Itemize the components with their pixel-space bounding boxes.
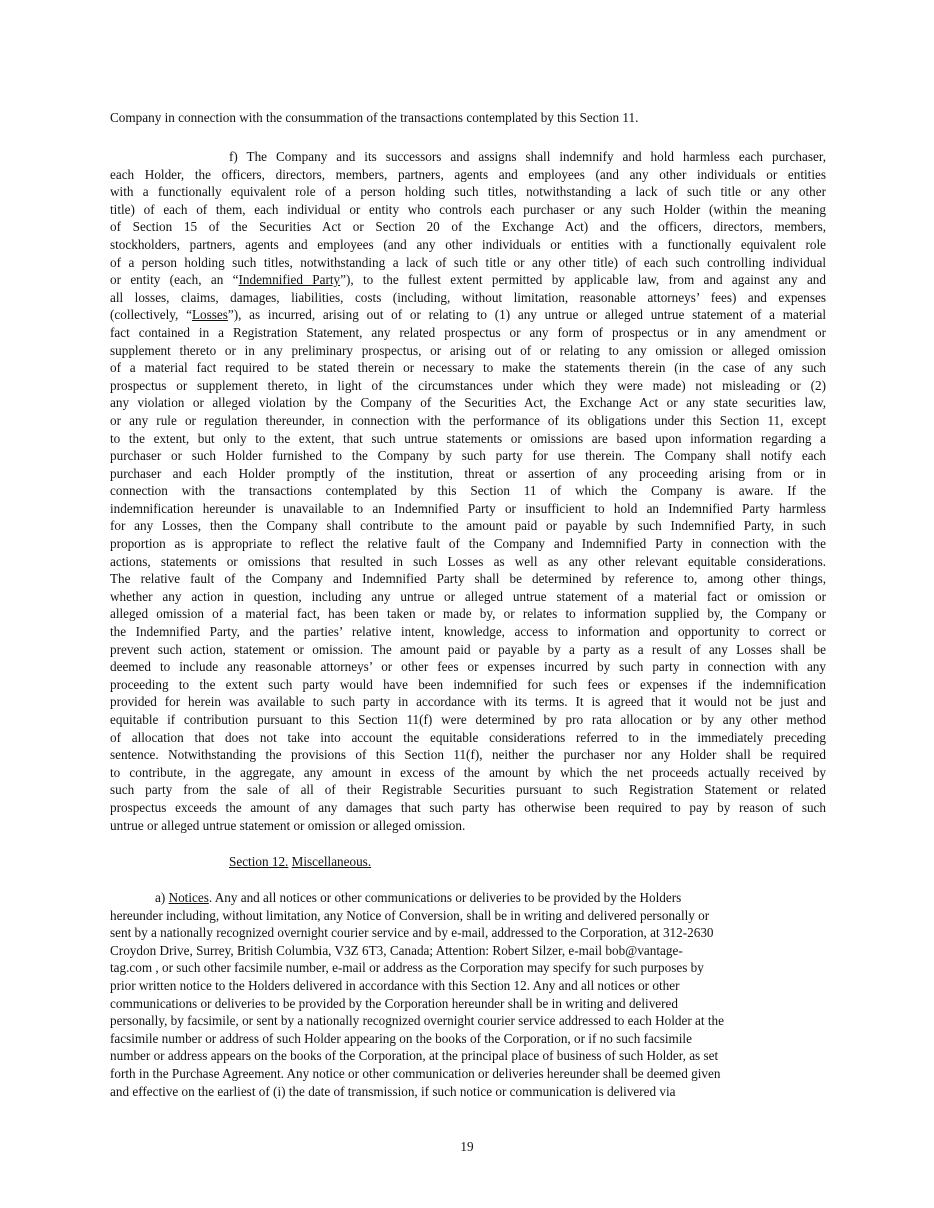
text-run: whether any action in question, including any untrue or alleged untrue statement of a material fact or omission or <box>110 588 826 604</box>
text-line <box>110 729 826 747</box>
text-line <box>110 553 826 571</box>
text-run: of allocation that does not take into account the equitable considerations referred to in the immediately preceding <box>110 729 826 745</box>
text-line <box>110 447 826 465</box>
text-run: a) <box>155 890 169 905</box>
text-line <box>110 289 826 307</box>
text-line <box>110 271 826 289</box>
text-run: the Indemnified Party, and the parties’ relative intent, knowledge, access to information and opportunity to correct or <box>110 624 826 640</box>
text-line <box>110 781 826 799</box>
text-run: deemed to include any reasonable attorneys’ or other fees or expenses incurred by such party in connection with any <box>110 659 826 675</box>
text-run: provided for herein was available to such party in accordance with its terms. It is agreed that it would not be just and <box>110 694 826 710</box>
text-line <box>110 254 826 272</box>
text-line <box>110 517 826 535</box>
text-run: of a material fact required to be stated therein or necessary to make the statements therein (in the case of any such <box>110 360 826 376</box>
text-line <box>110 977 826 995</box>
text-run: such party from the sale of all of their Registrable Securities pursuant to such Registration Statement or related <box>110 782 826 798</box>
text-run: proceeding to the extent such party would have been indemnified for such fees or expenses if the indemnification <box>110 676 826 692</box>
text-line <box>110 500 826 518</box>
text-run: for any Losses, then the Company shall contribute to the amount paid or payable by such Indemnified Party, in such <box>110 518 826 534</box>
text-line <box>110 570 826 588</box>
paragraph-a-notices <box>110 889 826 1100</box>
text-line <box>110 1012 826 1030</box>
text-run: communications or deliveries to be provided by the Corporation hereunder shall be in writing and delivered <box>110 995 679 1011</box>
text-line <box>110 641 826 659</box>
text-run: of Section 15 of the Securities Act or Section 20 of the Exchange Act) and the officers, directors, members, <box>110 219 826 235</box>
text-line <box>110 412 826 430</box>
text-line: Company in connection with the consummation of the transactions contemplated by this Section 11. <box>110 110 639 125</box>
text-run: . Any and all notices or other communications or deliveries to be provided by the Holders <box>208 890 682 905</box>
text-line <box>110 1030 826 1048</box>
text-run: purchaser and each Holder promptly of the institution, threat or assertion of any proceeding arising from or in <box>110 465 826 481</box>
text-run: ”), to the fullest extent permitted by applicable law, from and against any and <box>340 272 826 288</box>
text-line <box>110 535 826 553</box>
text-line <box>110 995 826 1013</box>
text-line <box>110 623 826 641</box>
text-run: hereunder including, without limitation, any Notice of Conversion, shall be in writing and delivered personally or <box>110 907 710 923</box>
text-run: title) of each of them, each individual or entity who controls each purchaser or any such Holder (within the meaning <box>110 201 826 217</box>
text-line <box>110 889 826 907</box>
text-line <box>110 430 826 448</box>
text-line <box>110 201 826 219</box>
text-line <box>110 1065 826 1083</box>
text-line <box>110 711 826 729</box>
text-line <box>110 394 826 412</box>
text-run: personally, by facsimile, or sent by a nationally recognized overnight courier service addressed to each Holder at the <box>110 1013 724 1029</box>
text-line <box>110 588 826 606</box>
text-line <box>110 166 826 184</box>
text-line <box>110 148 826 166</box>
text-run: prospectus or supplement thereto, in light of the circumstances under which they were made) not misleading or (2) <box>110 377 826 393</box>
text-run: facsimile number or address of such Holder appearing on the books of the Corporation, or if no such facsimile <box>110 1030 692 1046</box>
text-run: untrue or alleged untrue statement or omission or alleged omission. <box>110 817 466 833</box>
text-line <box>110 799 826 817</box>
text-run: to the extent, but only to the extent, that such untrue statements or omissions are based upon information regarding a <box>110 430 826 446</box>
text-run: proportion as is appropriate to reflect the relative fault of the Company and Indemnified Party in connection with the <box>110 536 826 552</box>
text-line <box>110 817 826 835</box>
text-line <box>110 907 826 925</box>
text-run: (collectively, “ <box>110 307 192 323</box>
text-run: and effective on the earliest of (i) the date of transmission, if such notice or communication is delivered via <box>110 1083 676 1099</box>
text-run: sentence. Notwithstanding the provisions of this Section 11(f), neither the purchaser nor any Holder shall be required <box>110 747 826 763</box>
defined-term: Indemnified Party <box>238 272 341 288</box>
text-line <box>110 342 826 360</box>
text-run: all losses, claims, damages, liabilities, costs (including, without limitation, reasonable attorneys’ fees) and expenses <box>110 289 826 305</box>
defined-term: Notices <box>168 890 209 905</box>
text-run: Croydon Drive, Surrey, British Columbia, V3Z 6T3, Canada; Attention: Robert Silzer, e-mail bob@vantage- <box>110 942 683 958</box>
text-run: The relative fault of the Company and Indemnified Party shall be determined by reference to, among other things, <box>110 571 826 587</box>
text-line <box>110 942 826 960</box>
text-line <box>110 482 826 500</box>
text-run: purchaser or such Holder furnished to the Company by such party for use therein. The Company shall notify each <box>110 448 826 464</box>
text-line <box>110 465 826 483</box>
text-run: each Holder, the officers, directors, members, partners, agents and employees (and any other individuals or entities <box>110 166 826 182</box>
text-run: to contribute, in the aggregate, any amount in excess of the amount by which the net proceeds actually received by <box>110 764 826 780</box>
text-run: prevent such action, statement or omission. The amount paid or payable by a party as a result of any Losses shall be <box>110 641 826 657</box>
text-line <box>110 605 826 623</box>
text-run: alleged omission of a material fact, has been taken or made by, or relates to information supplied by, the Company or <box>110 606 826 622</box>
text-line <box>110 324 826 342</box>
text-run: with a functionally equivalent role of a person holding such titles, notwithstanding a lack of such title or any other <box>110 184 826 200</box>
text-run: any violation or alleged violation by the Company of the Securities Act, the Exchange Act or any state securities law, <box>110 395 826 411</box>
text-line <box>110 693 826 711</box>
text-line <box>110 924 826 942</box>
text-run: sent by a nationally recognized overnight courier service and by e-mail, addressed to the Corporation, at 312-2630 <box>110 925 714 941</box>
text-line <box>110 183 826 201</box>
text-run: fact contained in a Registration Statement, any related prospectus or any form of prospectus or in any amendment or <box>110 324 826 340</box>
text-run: supplement thereto or in any preliminary prospectus, or arising out of or relating to any omission or alleged omission <box>110 342 826 358</box>
defined-term: Losses <box>191 307 228 323</box>
text-line <box>110 218 826 236</box>
section-12-heading <box>110 853 826 871</box>
text-run: indemnification hereunder is unavailable to an Indemnified Party or insufficient to hold an Indemnified Party harmless <box>110 500 826 516</box>
text-line <box>110 1083 826 1101</box>
text-line <box>110 377 826 395</box>
text-line <box>110 746 826 764</box>
page-number: 19 <box>460 1139 474 1154</box>
text-run: forth in the Purchase Agreement. Any notice or other communication or deliveries hereunder shall be deemed given <box>110 1065 721 1081</box>
text-line <box>110 658 826 676</box>
text-run: tag.com , or such other facsimile number, e-mail or address as the Corporation may specify for such purposes by <box>110 960 704 976</box>
text-run: prior written notice to the Holders delivered in accordance with this Section 12. Any and all notices or other <box>110 977 680 993</box>
text-line <box>110 306 826 324</box>
text-line <box>110 359 826 377</box>
text-run: of a person holding such titles, notwithstanding a lack of such title or any other title) of each such controlling individual <box>110 254 826 270</box>
text-line <box>110 959 826 977</box>
text-run: or entity (each, an “ <box>110 272 239 288</box>
text-run: number or address appears on the books of the Corporation, at the principal place of business of such Holder, as set <box>110 1048 719 1064</box>
text-run: or any rule or regulation thereunder, in connection with the performance of its obligations under this Section 11, except <box>110 412 826 428</box>
continuation-line <box>110 109 826 127</box>
text-run: stockholders, partners, agents and employees (and any other individuals or entities with a functionally equivalent role <box>110 236 826 252</box>
text-line <box>110 764 826 782</box>
text-run: equitable if contribution pursuant to this Section 11(f) were determined by pro rata allocation or by any other method <box>110 712 826 727</box>
text-line <box>110 236 826 254</box>
text-run: connection with the transactions contemplated by this Section 11 of which the Company is aware. If the <box>110 483 826 499</box>
text-run: f) The Company and its successors and assigns shall indemnify and hold harmless each purchaser, <box>229 149 826 164</box>
paragraph-f-indemnification <box>110 148 826 834</box>
section-number: Section 12. <box>229 854 289 869</box>
text-run: ”), as incurred, arising out of or relating to (1) any untrue or alleged untrue statement of a material <box>227 307 826 323</box>
text-line <box>110 1047 826 1065</box>
section-title: Miscellaneous. <box>291 854 372 869</box>
text-run: actions, statements or omissions that resulted in such Losses as well as any other relevant equitable considerations. <box>110 553 826 569</box>
text-run: prospectus exceeds the amount of any damages that such party has otherwise been required to pay by reason of such <box>110 799 826 815</box>
text-line <box>110 676 826 694</box>
